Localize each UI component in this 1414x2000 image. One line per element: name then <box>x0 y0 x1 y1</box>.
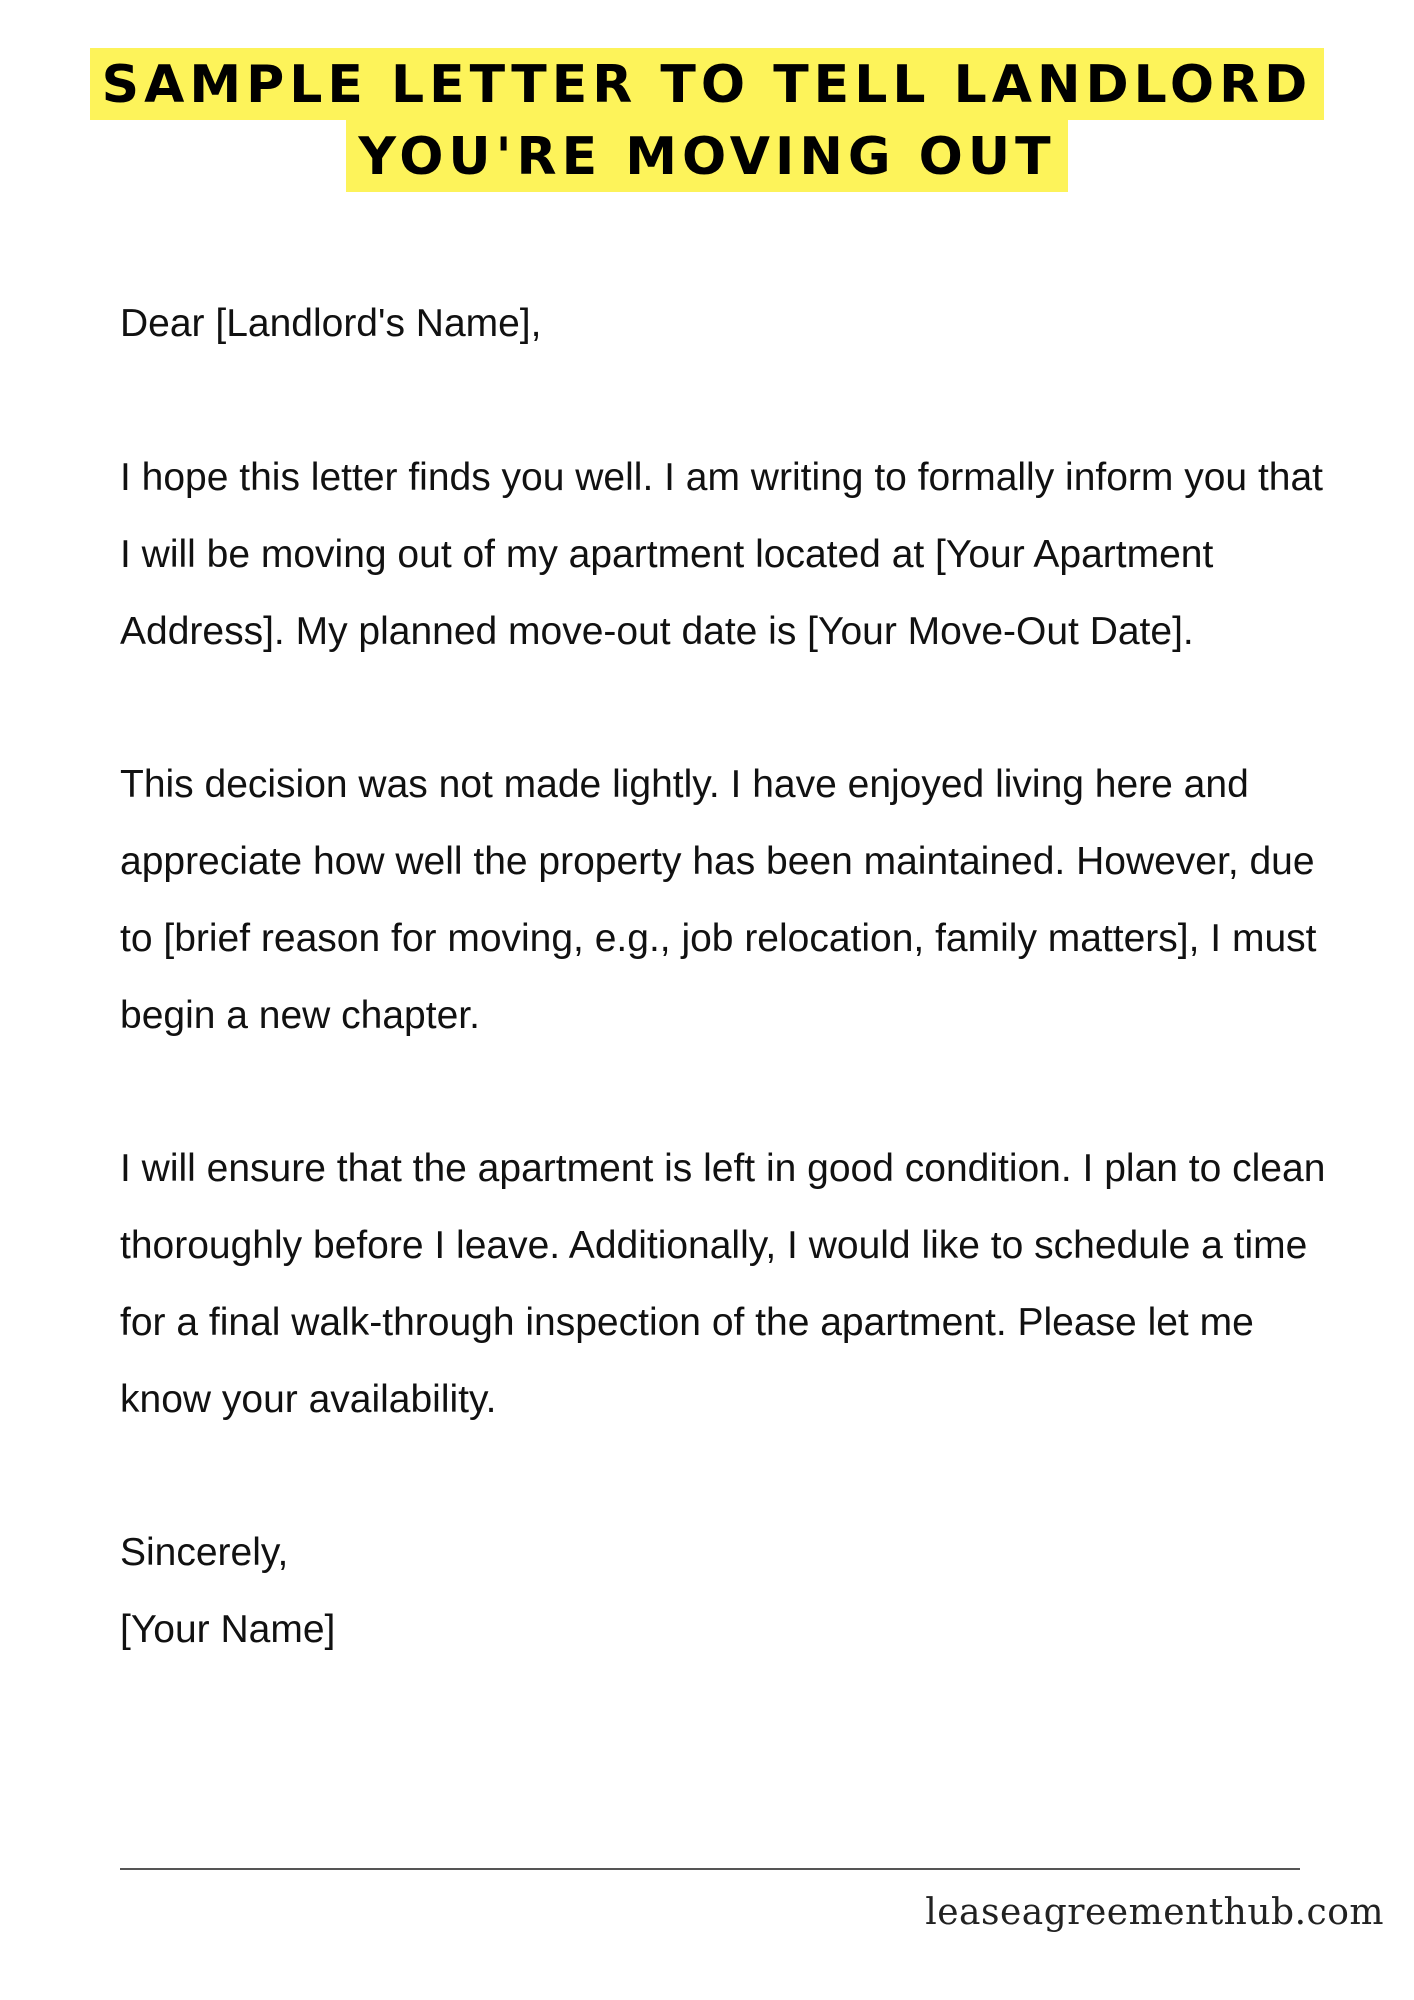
closing: Sincerely, <box>120 1531 289 1574</box>
salutation: Dear [Landlord's Name], <box>120 302 542 345</box>
signature-line <box>120 1868 1300 1870</box>
paragraph-intro: I hope this letter finds you well. I am writing to formally inform you that I will be moving out of my apartment located at [Your Apartment Address]. My planned move-out date is [Your Move-Out Date]. <box>120 456 1324 653</box>
website-watermark: leaseagreementhub.com <box>925 1892 1384 1933</box>
signature: [Your Name] <box>120 1608 336 1651</box>
title-line-1: SAMPLE LETTER TO TELL LANDLORD <box>90 48 1325 120</box>
paragraph-condition: I will ensure that the apartment is left in good condition. I plan to clean thoroughly before I leave. Additionally, I would like to schedule a time for a final walk-through inspection of the apartment. Please let me know your availability. <box>120 1147 1326 1421</box>
paragraph-reason: This decision was not made lightly. I have enjoyed living here and appreciate how well the property has been maintained. However, due to [brief reason for moving, e.g., job relocation, family matters], I must begin a new chapter. <box>120 763 1317 1037</box>
title-line-2: YOU'RE MOVING OUT <box>346 120 1067 192</box>
letter-body <box>120 285 1340 1668</box>
page-title <box>0 48 1414 192</box>
